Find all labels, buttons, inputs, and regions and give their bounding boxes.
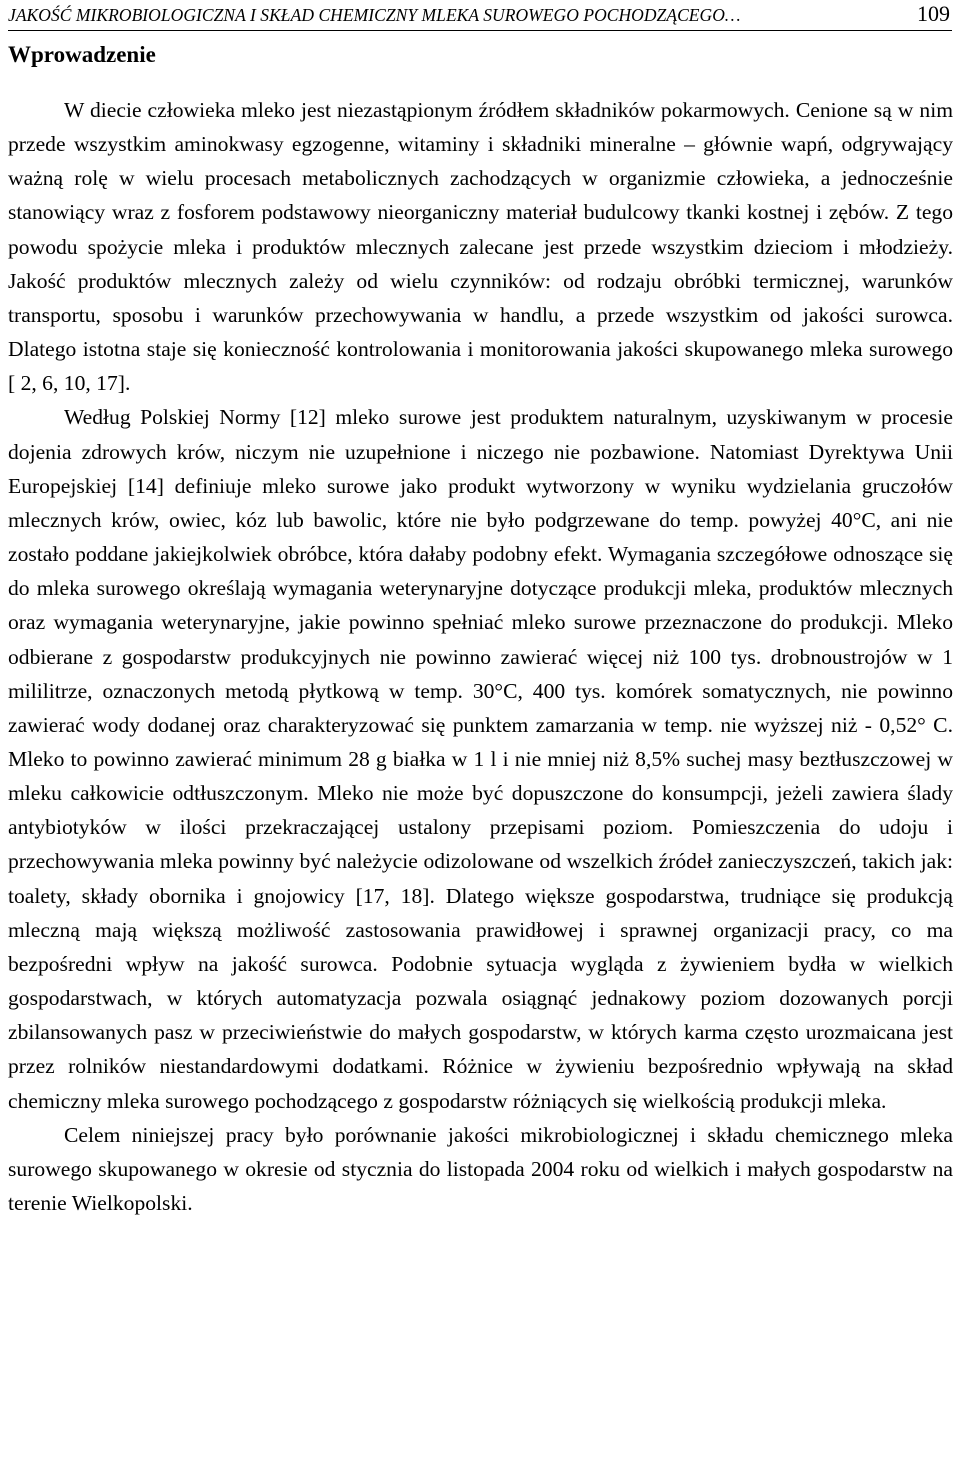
body-text	[8, 93, 953, 1220]
paragraph-aim: Celem niniejszej pracy było porównanie jakości mikrobiologicznej i składu chemicznego mleka surowego skupowanego w okresie od stycznia do listopada 2004 roku od wielkich i małych gospodarstw na terenie Wielkopolski.	[8, 1122, 953, 1215]
running-title: JAKOŚĆ MIKROBIOLOGICZNA I SKŁAD CHEMICZNY MLEKA SUROWEGO POCHODZĄCEGO…	[8, 5, 741, 25]
paragraph-intro: W diecie człowieka mleko jest niezastąpionym źródłem składników pokarmowych. Cenione są w nim przede wszystkim aminokwasy egzogenne, witaminy i składniki mineralne – głównie wapń, odgrywający ważną rolę w wielu procesach metabolicznych zachodzących w organizmie człowieka, a jednocześnie stanowiący wraz z fosforem podstawowy nieorganiczny materiał budulcowy tkanki kostnej i zębów. Z tego powodu spożycie mleka i produktów mlecznych zalecane jest przede wszystkim dzieciom i młodzieży. Jakość produktów mlecznych zależy od wielu czynników: od rodzaju obróbki termicznej, warunków transportu, sposobu i warunków przechowywania w handlu, a przede wszystkim od jakości surowca. Dlatego istotna staje się konieczność kontrolowania i monitorowania jakości skupowanego mleka surowego [ 2, 6, 10, 17].	[8, 98, 953, 396]
paragraph-standards: Według Polskiej Normy [12] mleko surowe jest produktem naturalnym, uzyskiwanym w procesie dojenia zdrowych krów, niczym nie uzupełnione i niczego nie pozbawione. Natomiast Dyrektywa Unii Europejskiej [14] definiuje mleko surowe jako produkt wytworzony w wyniku wydzielania gruczołów mlecznych krów, owiec, kóz lub bawolic, które nie było podgrzewane do temp. powyżej 40°C, ani nie zostało poddane jakiejkolwiek obróbce, która dałaby podobny efekt. Wymagania szczegółowe odnoszące się do mleka surowego określają wymagania weterynaryjne dotyczące produkcji mleka, produktów mlecznych oraz wymagania weterynaryjne, jakie powinno spełniać mleko surowe przeznaczone do produkcji. Mleko odbierane z gospodarstw produkcyjnych nie powinno zawierać więcej niż 100 tys. drobnoustrojów w 1 mililitrze, oznaczonych metodą płytkową w temp. 30°C, 400 tys. komórek somatycznych, nie powinno zawierać wody dodanej oraz charakteryzować się punktem zamarzania w temp. nie wyższej niż - 0,52° C. Mleko to powinno zawierać minimum 28 g białka w 1 l i nie mniej niż 8,5% suchej masy beztłuszczowej w mleku całkowicie odtłuszczonym. Mleko nie może być dopuszczone do konsumpcji, jeżeli zawiera ślady antybiotyków w ilości przekraczającej ustalony przepisami poziom. Pomieszczenia do udoju i przechowywania mleka powinny być należycie odizolowane od wszelkich źródeł zanieczyszczeń, takich jak: toalety, składy obornika i gnojowicy [17, 18]. Dlatego większe gospodarstwa, trudniące się produkcją mleczną mają większą możliwość zastosowania prawidłowej i sprawnej organizacji pracy, co ma bezpośredni wpływ na jakość surowca. Podobnie sytuacja wygląda z żywieniem bydła w wielkich gospodarstwach, w których automatyzacja pozwala osiągnąć jednakowy poziom dozowanych porcji zbilansowanych pasz w przeciwieństwie do małych gospodarstw, w których karma często urozmaicana jest przez rolników niestandardowymi dodatkami. Różnice w żywieniu bezpośrednio wpływają na skład chemiczny mleka surowego pochodzącego z gospodarstw różniących się wielkością produkcji mleka.	[8, 405, 953, 1113]
section-heading: Wprowadzenie	[8, 42, 156, 67]
page-number: 109	[917, 1, 950, 26]
running-header	[8, 0, 952, 31]
